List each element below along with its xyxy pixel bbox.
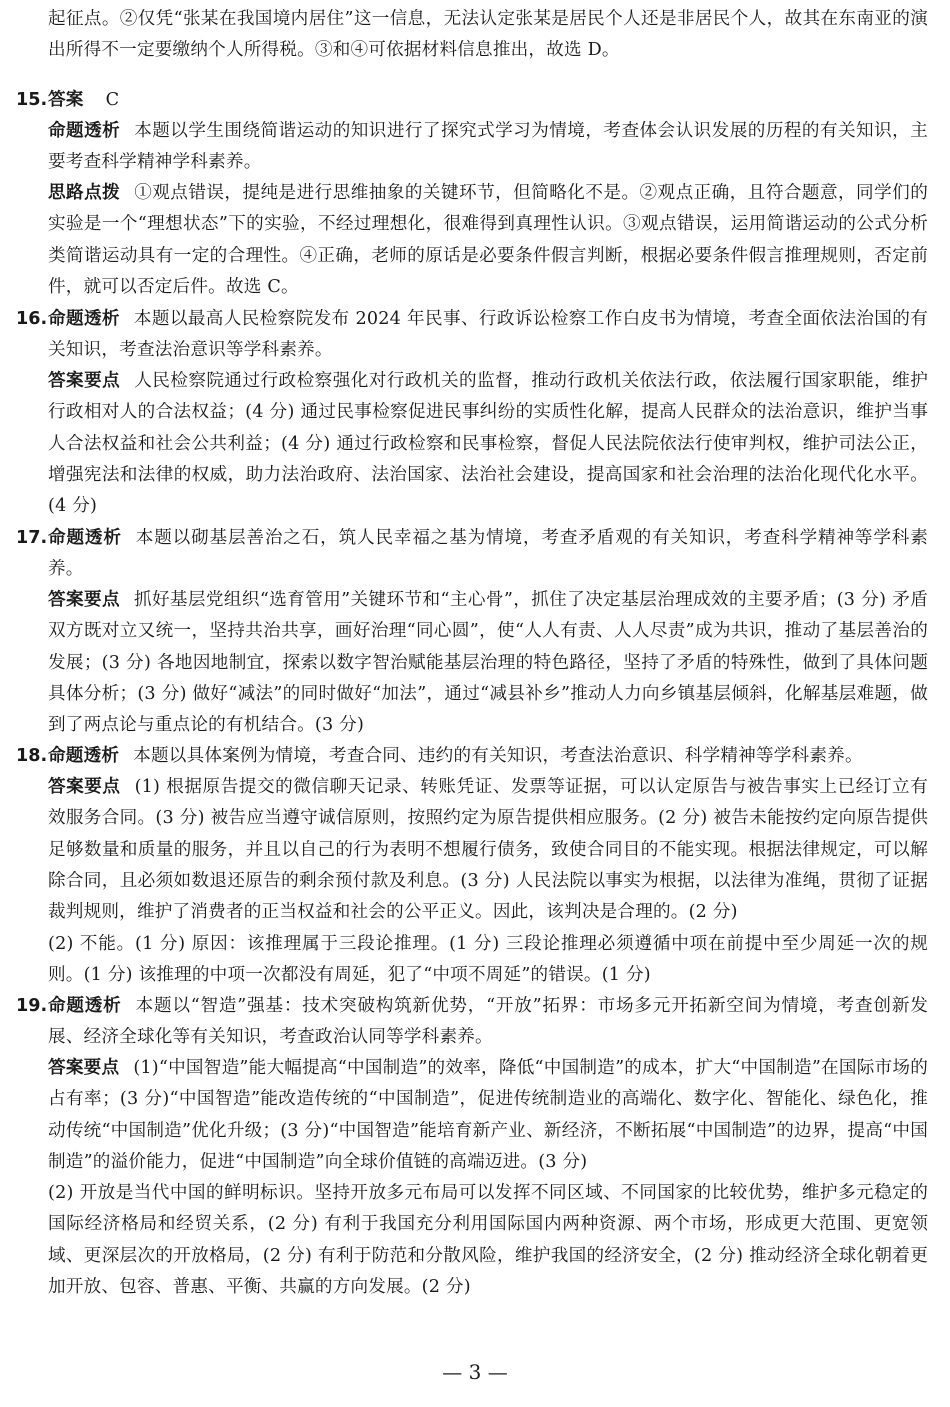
q15-hint-text: ①观点错误，提纯是进行思维抽象的关键环节，但简略化不是。②观点正确，且符合题意，同学们的实验是一个“理想状态”下的实验，不经过理想化，很难得到真理性认识。③观点错误，运用简谐运动的公式分析类简谐运动具有一定的合理性。④正确，老师的原话是必要条件假言判断，根据必要条件假言推理规则，否定前件，就可以否定后件。故选 C。 bbox=[48, 183, 928, 297]
q19-insight-text: 本题以“智造”强基：技术突破构筑新优势，“开放”拓界：市场多元开拓新空间为情境，考查创新发展、经济全球化等有关知识，考查政治认同等学科素养。 bbox=[48, 996, 928, 1048]
q15-number: 15. bbox=[16, 90, 48, 110]
q17-answer-label: 答案要点 bbox=[48, 590, 120, 610]
q18-number: 18. bbox=[16, 746, 48, 766]
q18-answer-1 bbox=[48, 772, 928, 928]
q18-insight-label: 命题透析 bbox=[48, 746, 120, 766]
q19-number: 19. bbox=[16, 996, 48, 1016]
q15-answer-line bbox=[48, 85, 928, 116]
intro-paragraph bbox=[48, 4, 928, 67]
q16-insight-text: 本题以最高人民检察院发布 2024 年民事、行政诉讼检察工作白皮书为情境，考查全面依法治国的有关知识，考查法治意识等学科素养。 bbox=[48, 309, 928, 361]
q18-insight bbox=[48, 741, 928, 772]
q16-number: 16. bbox=[16, 309, 48, 329]
q16-insight-label: 命题透析 bbox=[48, 309, 120, 329]
q16-insight bbox=[48, 304, 928, 367]
q17-insight-text: 本题以砌基层善治之石，筑人民幸福之基为情境，考查矛盾观的有关知识，考查科学精神等学科素养。 bbox=[48, 528, 928, 580]
q15-hint bbox=[48, 178, 928, 303]
q16-answer-label: 答案要点 bbox=[48, 371, 121, 391]
q15-answer-label: 答案 bbox=[48, 90, 84, 110]
q19-insight-label: 命题透析 bbox=[48, 996, 122, 1016]
q15-insight-text: 本题以学生围绕简谐运动的知识进行了探究式学习为情境，考查体会认识发展的历程的有关知识，主要考查科学精神学科素养。 bbox=[48, 121, 928, 173]
q15-insight bbox=[48, 116, 928, 179]
q18-insight-text: 本题以具体案例为情境，考查合同、违约的有关知识，考查法治意识、科学精神等学科素养。 bbox=[133, 746, 863, 766]
q16-answer-text: 人民检察院通过行政检察强化对行政机关的监督，推动行政机关依法行政，依法履行国家职能，维护行政相对人的合法权益；(4 分) 通过民事检察促进民事纠纷的实质性化解，提高人民群众的法治意识，维护当事人合法权益和社会公共利益；(4 分) 通过行政检察和民事检察，督促人民法院依法行使审判权，维护司法公正，增强宪法和法律的权威，助力法治政府、法治国家、法治社会建设，提高国家和社会治理的法治化现代化水平。(4 分) bbox=[48, 371, 928, 517]
q17-answer bbox=[48, 585, 928, 741]
q17-insight bbox=[48, 523, 928, 586]
q19-insight bbox=[48, 991, 928, 1054]
q19-answer-1 bbox=[48, 1053, 928, 1178]
page-number: — 3 — bbox=[442, 1360, 508, 1384]
q19-answer-2 bbox=[48, 1178, 928, 1303]
q19-answer-label: 答案要点 bbox=[48, 1058, 120, 1078]
q15-insight-label: 命题透析 bbox=[48, 121, 121, 141]
q16-answer bbox=[48, 366, 928, 522]
q17-number: 17. bbox=[16, 528, 48, 548]
q18-answer-text-2: (2) 不能。(1 分) 原因：该推理属于三段论推理。(1 分) 三段论推理必须遵循中项在前提中至少周延一次的规则。(1 分) 该推理的中项一次都没有周延，犯了“中项不周延”的错误。(1 分) bbox=[48, 934, 928, 986]
intro-text: 起征点。②仅凭“张某在我国境内居住”这一信息，无法认定张某是居民个人还是非居民个人，故其在东南亚的演出所得不一定要缴纳个人所得税。③和④可依据材料信息推出，故选 D。 bbox=[48, 9, 928, 61]
q15-hint-label: 思路点拨 bbox=[48, 183, 121, 203]
q18-answer-label: 答案要点 bbox=[48, 777, 121, 797]
q19-answer-text-1: (1)“中国智造”能大幅提高“中国制造”的效率，降低“中国制造”的成本，扩大“中国制造”在国际市场的占有率；(3 分)“中国智造”能改造传统的“中国制造”，促进传统制造业的高端化、数字化、智能化、绿色化，推动传统“中国制造”优化升级；(3 分)“中国智造”能培育新产业、新经济，不断拓展“中国制造”的边界，提高“中国制造”的溢价能力，促进“中国制造”向全球价值链的高端迈进。(3 分) bbox=[48, 1058, 928, 1172]
q18-answer-2 bbox=[48, 929, 928, 992]
q17-answer-text: 抓好基层党组织“选育管用”关键环节和“主心骨”，抓住了决定基层治理成效的主要矛盾；(3 分) 矛盾双方既对立又统一，坚持共治共享，画好治理“同心圆”，使“人人有责、人人尽责”成为共识，推动了基层善治的发展；(3 分) 各地因地制宜，探索以数字智治赋能基层治理的特色路径，坚持了矛盾的特殊性，做到了具体问题具体分析；(3 分) 做好“减法”的同时做好“加法”，通过“减县补乡”推动人力向乡镇基层倾斜，化解基层难题，做到了两点论与重点论的有机结合。(3 分) bbox=[48, 590, 928, 736]
q15-answer-value: C bbox=[105, 90, 120, 110]
q19-answer-text-2: (2) 开放是当代中国的鲜明标识。坚持开放多元布局可以发挥不同区域、不同国家的比较优势，维护多元稳定的国际经济格局和经贸关系，(2 分) 有利于我国充分利用国际国内两种资源、两个市场，形成更大范围、更宽领域、更深层次的开放格局，(2 分) 有利于防范和分散风险，维护我国的经济安全，(2 分) 推动经济全球化朝着更加开放、包容、普惠、平衡、共赢的方向发展。(2 分) bbox=[48, 1183, 928, 1297]
q17-insight-label: 命题透析 bbox=[48, 528, 122, 548]
q18-answer-text-1: (1) 根据原告提交的微信聊天记录、转账凭证、发票等证据，可以认定原告与被告事实上已经订立有效服务合同。(3 分) 被告应当遵守诚信原则，按照约定为原告提供相应服务。(2 分) 被告未能按约定向原告提供足够数量和质量的服务，并且以自己的行为表明不想履行债务，致使合同目的不能实现。根据法律规定，可以解除合同，且必须如数退还原告的剩余预付款及利息。(3 分) 人民法院以事实为根据，以法律为准绳，贯彻了证据裁判规则，维护了消费者的正当权益和社会的公平正义。因此，该判决是合理的。(2 分) bbox=[48, 777, 929, 923]
